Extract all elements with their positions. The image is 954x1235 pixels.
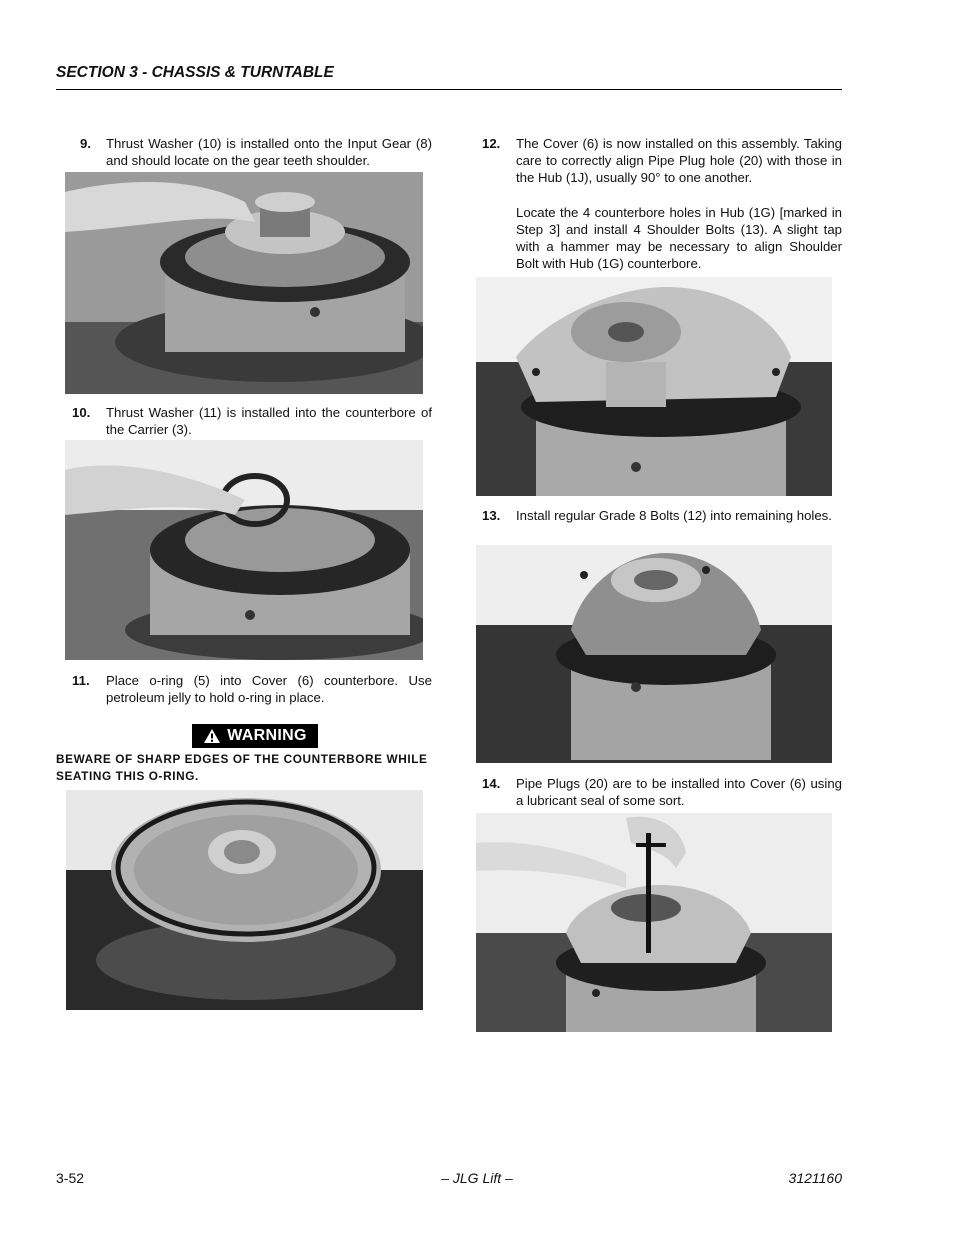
warning-triangle-icon <box>203 728 221 744</box>
warning-badge <box>192 724 318 748</box>
photo-thrust-washer-carrier <box>65 440 423 660</box>
step-9 <box>56 135 432 169</box>
step-10 <box>56 404 432 438</box>
document-number: 3121160 <box>788 1170 842 1186</box>
step-text: The Cover (6) is now installed on this assembly. Taking care to correctly align Pipe Plug hole (20) with those in the Hub (1J), usually 90° to one another. <box>516 136 842 186</box>
step-number: 9. <box>80 136 91 151</box>
step-11 <box>56 672 432 706</box>
warning-label: WARNING <box>227 727 307 744</box>
step-text: Place o-ring (5) into Cover (6) counterbore. Use petroleum jelly to hold o-ring in place. <box>106 673 432 706</box>
step-text-continued: Locate the 4 counterbore holes in Hub (1G) [marked in Step 3] and install 4 Shoulder Bolts (13). A slight tap with a hammer may be necessary to align Shoulder Bolt with Hub (1G) counterbore. <box>516 204 842 272</box>
warning-text: BEWARE OF SHARP EDGES OF THE COUNTERBORE WHILE SEATING THIS O-RING. <box>56 752 428 783</box>
photo-cover-installed <box>476 277 832 496</box>
step-number: 12. <box>482 136 501 151</box>
step-14 <box>466 775 842 809</box>
header-rule <box>56 89 842 90</box>
section-title: SECTION 3 - CHASSIS & TURNTABLE <box>56 64 334 81</box>
photo-grade-8-bolts <box>476 545 832 763</box>
photo-cover-oring <box>66 790 423 1010</box>
photo-pipe-plugs <box>476 813 832 1032</box>
step-text: Thrust Washer (10) is installed onto the Input Gear (8) and should locate on the gear teeth shoulder. <box>106 136 432 169</box>
step-13 <box>466 507 842 524</box>
step-number: 10. <box>72 405 91 420</box>
step-text: Pipe Plugs (20) are to be installed into Cover (6) using a lubricant seal of some sort. <box>516 776 842 809</box>
step-number: 14. <box>482 776 501 791</box>
photo-thrust-washer-input-gear <box>65 172 423 394</box>
page-number: 3-52 <box>56 1170 85 1186</box>
footer-brand: – JLG Lift – <box>441 1170 513 1186</box>
step-number: 13. <box>482 508 501 523</box>
step-number: 11. <box>72 673 90 688</box>
step-text: Install regular Grade 8 Bolts (12) into remaining holes. <box>516 508 832 523</box>
step-12 <box>466 135 842 272</box>
step-text: Thrust Washer (11) is installed into the counterbore of the Carrier (3). <box>106 405 432 438</box>
